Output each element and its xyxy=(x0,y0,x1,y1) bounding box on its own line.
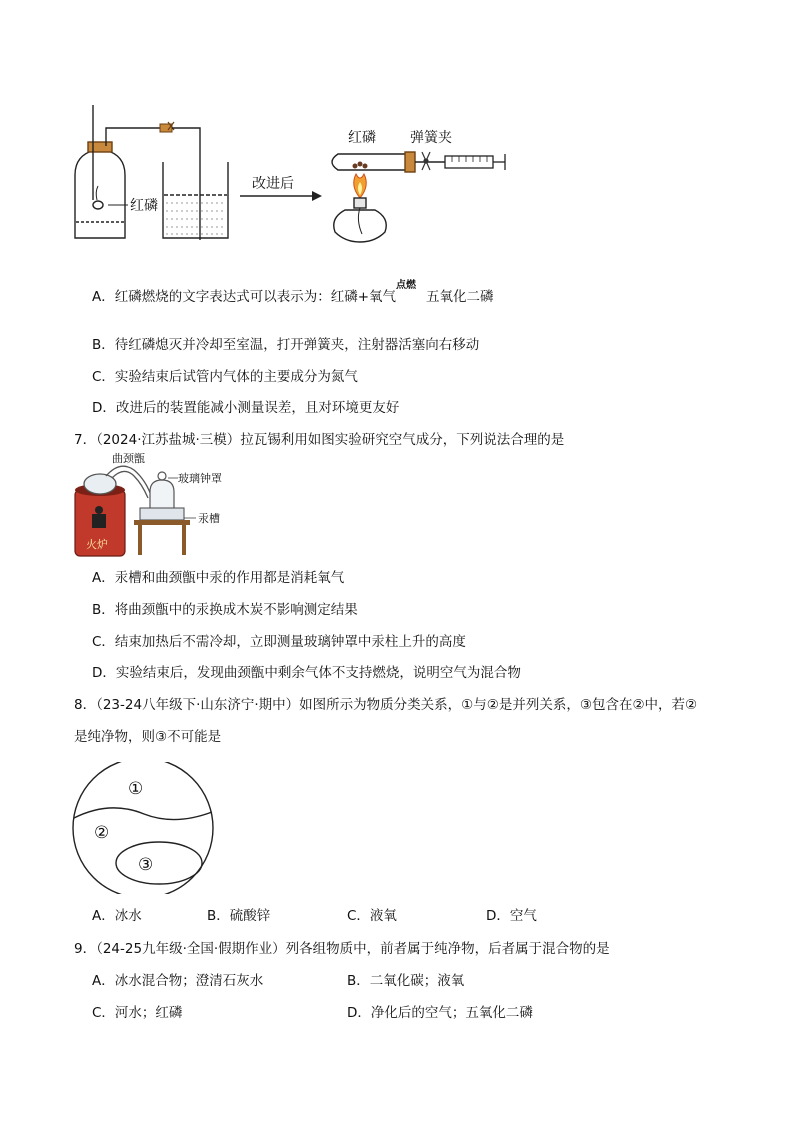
q8-option-c[interactable]: C．液氧 xyxy=(347,908,397,924)
q9-option-a[interactable]: A．冰水混合物；澄清石灰水 xyxy=(92,973,264,989)
label-phosphorus-right: 红磷 xyxy=(348,130,376,146)
q6-option-a-pre: A．红磷燃烧的文字表达式可以表示为：红磷+氧气 xyxy=(92,289,397,305)
q6-option-b[interactable]: B．待红磷熄灭并冷却至室温，打开弹簧夹，注射器活塞向右移动 xyxy=(92,337,480,353)
q6-option-a[interactable] xyxy=(92,280,494,306)
red-phosphorus-pile xyxy=(353,162,368,169)
q6-option-d[interactable]: D．改进后的装置能减小测量误差，且对环境更友好 xyxy=(92,400,400,416)
q8-stem-line2: 是纯净物，则③不可能是 xyxy=(74,729,222,745)
label-bell-jar: 玻璃钟罩 xyxy=(178,472,222,485)
region-2-label: ② xyxy=(94,823,110,843)
q9-option-c[interactable]: C．河水；红磷 xyxy=(92,1005,183,1021)
label-spring-clamp: 弹簧夹 xyxy=(410,130,452,146)
q8-stem-line1: 8．（23-24八年级下·山东济宁·期中）如图所示为物质分类关系，①与②是并列关系，③包含在②中，若② xyxy=(74,697,698,713)
q8-option-d[interactable]: D．空气 xyxy=(486,908,537,924)
label-trough: 汞槽 xyxy=(198,512,220,525)
q9-option-d[interactable]: D．净化后的空气；五氧化二磷 xyxy=(347,1005,533,1021)
q8-option-b[interactable]: B．硫酸锌 xyxy=(207,908,271,924)
spring-clamp-icon xyxy=(422,152,430,170)
q7-lavoisier-figure xyxy=(72,452,252,560)
tube-clamp xyxy=(160,122,174,132)
q7-option-a[interactable]: A．汞槽和曲颈甑中汞的作用都是消耗氧气 xyxy=(92,570,345,586)
beaker xyxy=(163,162,228,238)
reaction-condition: 点燃 xyxy=(396,280,417,291)
q7-option-b[interactable]: B．将曲颈甑中的汞换成木炭不影响测定结果 xyxy=(92,602,358,618)
q8-classification-figure xyxy=(70,762,220,894)
q6-option-c[interactable]: C．实验结束后试管内气体的主要成分为氮气 xyxy=(92,369,358,385)
label-furnace: 火炉 xyxy=(86,538,108,551)
label-phosphorus-left: 红磷 xyxy=(130,198,158,214)
wooden-table xyxy=(134,520,190,555)
arrow-label: 改进后 xyxy=(252,176,294,192)
q9-stem: 9．（24-25九年级·全国·假期作业）列各组物质中，前者属于纯净物，后者属于混合物的是 xyxy=(74,941,610,957)
flame-icon xyxy=(354,174,367,198)
mercury-trough xyxy=(140,508,184,520)
improvement-arrow xyxy=(240,191,322,201)
region-1-label: ① xyxy=(128,779,144,799)
q6-option-a-post: 五氧化二磷 xyxy=(426,289,494,305)
syringe xyxy=(445,154,505,170)
label-retort: 曲颈甑 xyxy=(112,452,145,465)
q7-option-c[interactable]: C．结束加热后不需冷却，立即测量玻璃钟罩中汞柱上升的高度 xyxy=(92,634,466,650)
q8-option-a[interactable]: A．冰水 xyxy=(92,908,142,924)
q9-option-b[interactable]: B．二氧化碳；液氧 xyxy=(347,973,465,989)
region-3-label: ③ xyxy=(138,855,154,875)
q7-stem: 7．（2024·江苏盐城·三模）拉瓦锡利用如图实验研究空气成分，下列说法合理的是 xyxy=(74,432,565,448)
gas-collecting-jar xyxy=(75,105,168,238)
alcohol-lamp xyxy=(334,198,387,242)
q7-option-d[interactable]: D．实验结束后，发现曲颈甑中剩余气体不支持燃烧，说明空气为混合物 xyxy=(92,665,521,681)
q6-apparatus-figure xyxy=(60,100,530,250)
